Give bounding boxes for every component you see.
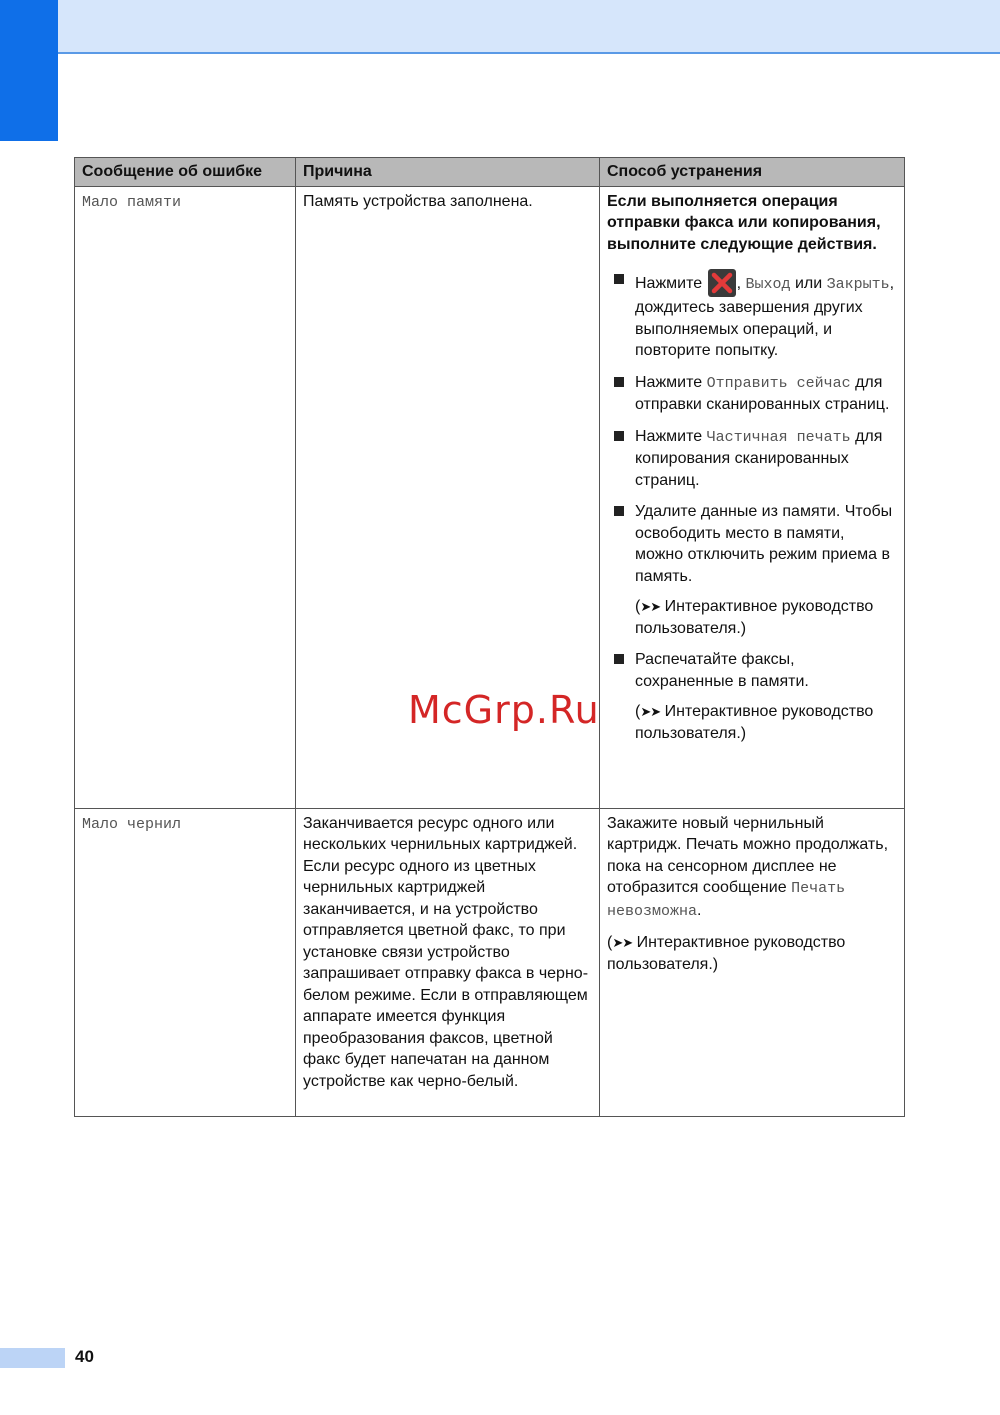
list-item (614, 269, 897, 362)
double-arrow-icon: ➤➤ (640, 599, 661, 614)
square-bullet-icon (614, 274, 624, 284)
reference-note: (➤➤ Интерактивное руководство пользователя.) (635, 703, 874, 742)
table-header-row (75, 158, 905, 187)
error-message: Мало чернил (82, 815, 182, 833)
table-row (75, 808, 905, 1116)
send-now-key-label: Отправить сейчас (706, 374, 851, 392)
error-message: Мало памяти (82, 193, 182, 211)
error-message-cell (75, 808, 296, 1116)
step-text: для отправки сканированных страниц. (635, 373, 890, 413)
step-text: или (794, 275, 823, 292)
close-x-icon (708, 269, 736, 297)
error-message-cell (75, 186, 296, 808)
double-arrow-icon: ➤➤ (612, 935, 633, 950)
reference-note: (➤➤ Интерактивное руководство пользователя.) (607, 934, 846, 973)
remedy-steps (607, 269, 897, 744)
square-bullet-icon (614, 377, 624, 387)
close-key-label: Закрыть (826, 276, 890, 293)
error-table (74, 157, 905, 1117)
column-header-message: Сообщение об ошибке (75, 158, 296, 187)
page-number-bar (0, 1348, 65, 1368)
cannot-print-message: Печать невозможна (607, 880, 846, 920)
square-bullet-icon (614, 431, 624, 441)
cause-cell: Память устройства заполнена. (296, 186, 600, 808)
step-text: Нажмите (635, 373, 703, 391)
step-text: Удалите данные из памяти. Чтобы освободить место в памяти, можно отключить режим приема в память. (635, 503, 893, 585)
remedy-cell (600, 186, 905, 808)
column-header-cause: Причина (296, 158, 600, 187)
remedy-cell (600, 808, 905, 1116)
step-text: Нажмите (635, 427, 703, 445)
partial-print-key-label: Частичная печать (706, 428, 851, 446)
list-item (614, 501, 897, 639)
remedy-text: Закажите новый чернильный картридж. Печать можно продолжать, пока на сенсорном дисплее не отобразится сообщение Печать невозможна. (607, 814, 889, 920)
list-item (614, 649, 897, 744)
square-bullet-icon (614, 654, 624, 664)
step-text: , дождитесь завершения других выполняемых операций, и повторите попытку. (635, 275, 895, 359)
double-arrow-icon: ➤➤ (640, 704, 661, 719)
column-header-remedy: Способ устранения (600, 158, 905, 187)
page-number: 40 (75, 1347, 94, 1366)
list-item (614, 372, 897, 416)
step-text: Нажмите (635, 275, 703, 292)
chapter-tab (0, 0, 58, 141)
watermark: McGrp.Ru (408, 688, 600, 732)
square-bullet-icon (614, 506, 624, 516)
reference-note: (➤➤ Интерактивное руководство пользователя.) (635, 598, 874, 637)
remedy-intro: Если выполняется операция отправки факса или копирования, выполните следующие действия. (607, 192, 881, 253)
step-text: Распечатайте факсы, сохраненные в памяти. (635, 651, 809, 690)
exit-key-label: Выход (745, 276, 791, 293)
cause-cell: Заканчивается ресурс одного или нескольких чернильных картриджей. Если ресурс одного из цветных чернильных картриджей заканчивается, и на устройство отправляется цветной факс, то при установке связи устройство запрашивает отправку факса в черно-белом режиме. Если в отправляющем аппарате имеется функция преобразования факсов, цветной факс будет напечатан на данном устройстве как черно-белый. (296, 808, 600, 1116)
header-band (0, 0, 1000, 54)
step-text: , (736, 275, 742, 292)
step-text: для копирования сканированных страниц. (635, 427, 883, 489)
list-item (614, 426, 897, 492)
